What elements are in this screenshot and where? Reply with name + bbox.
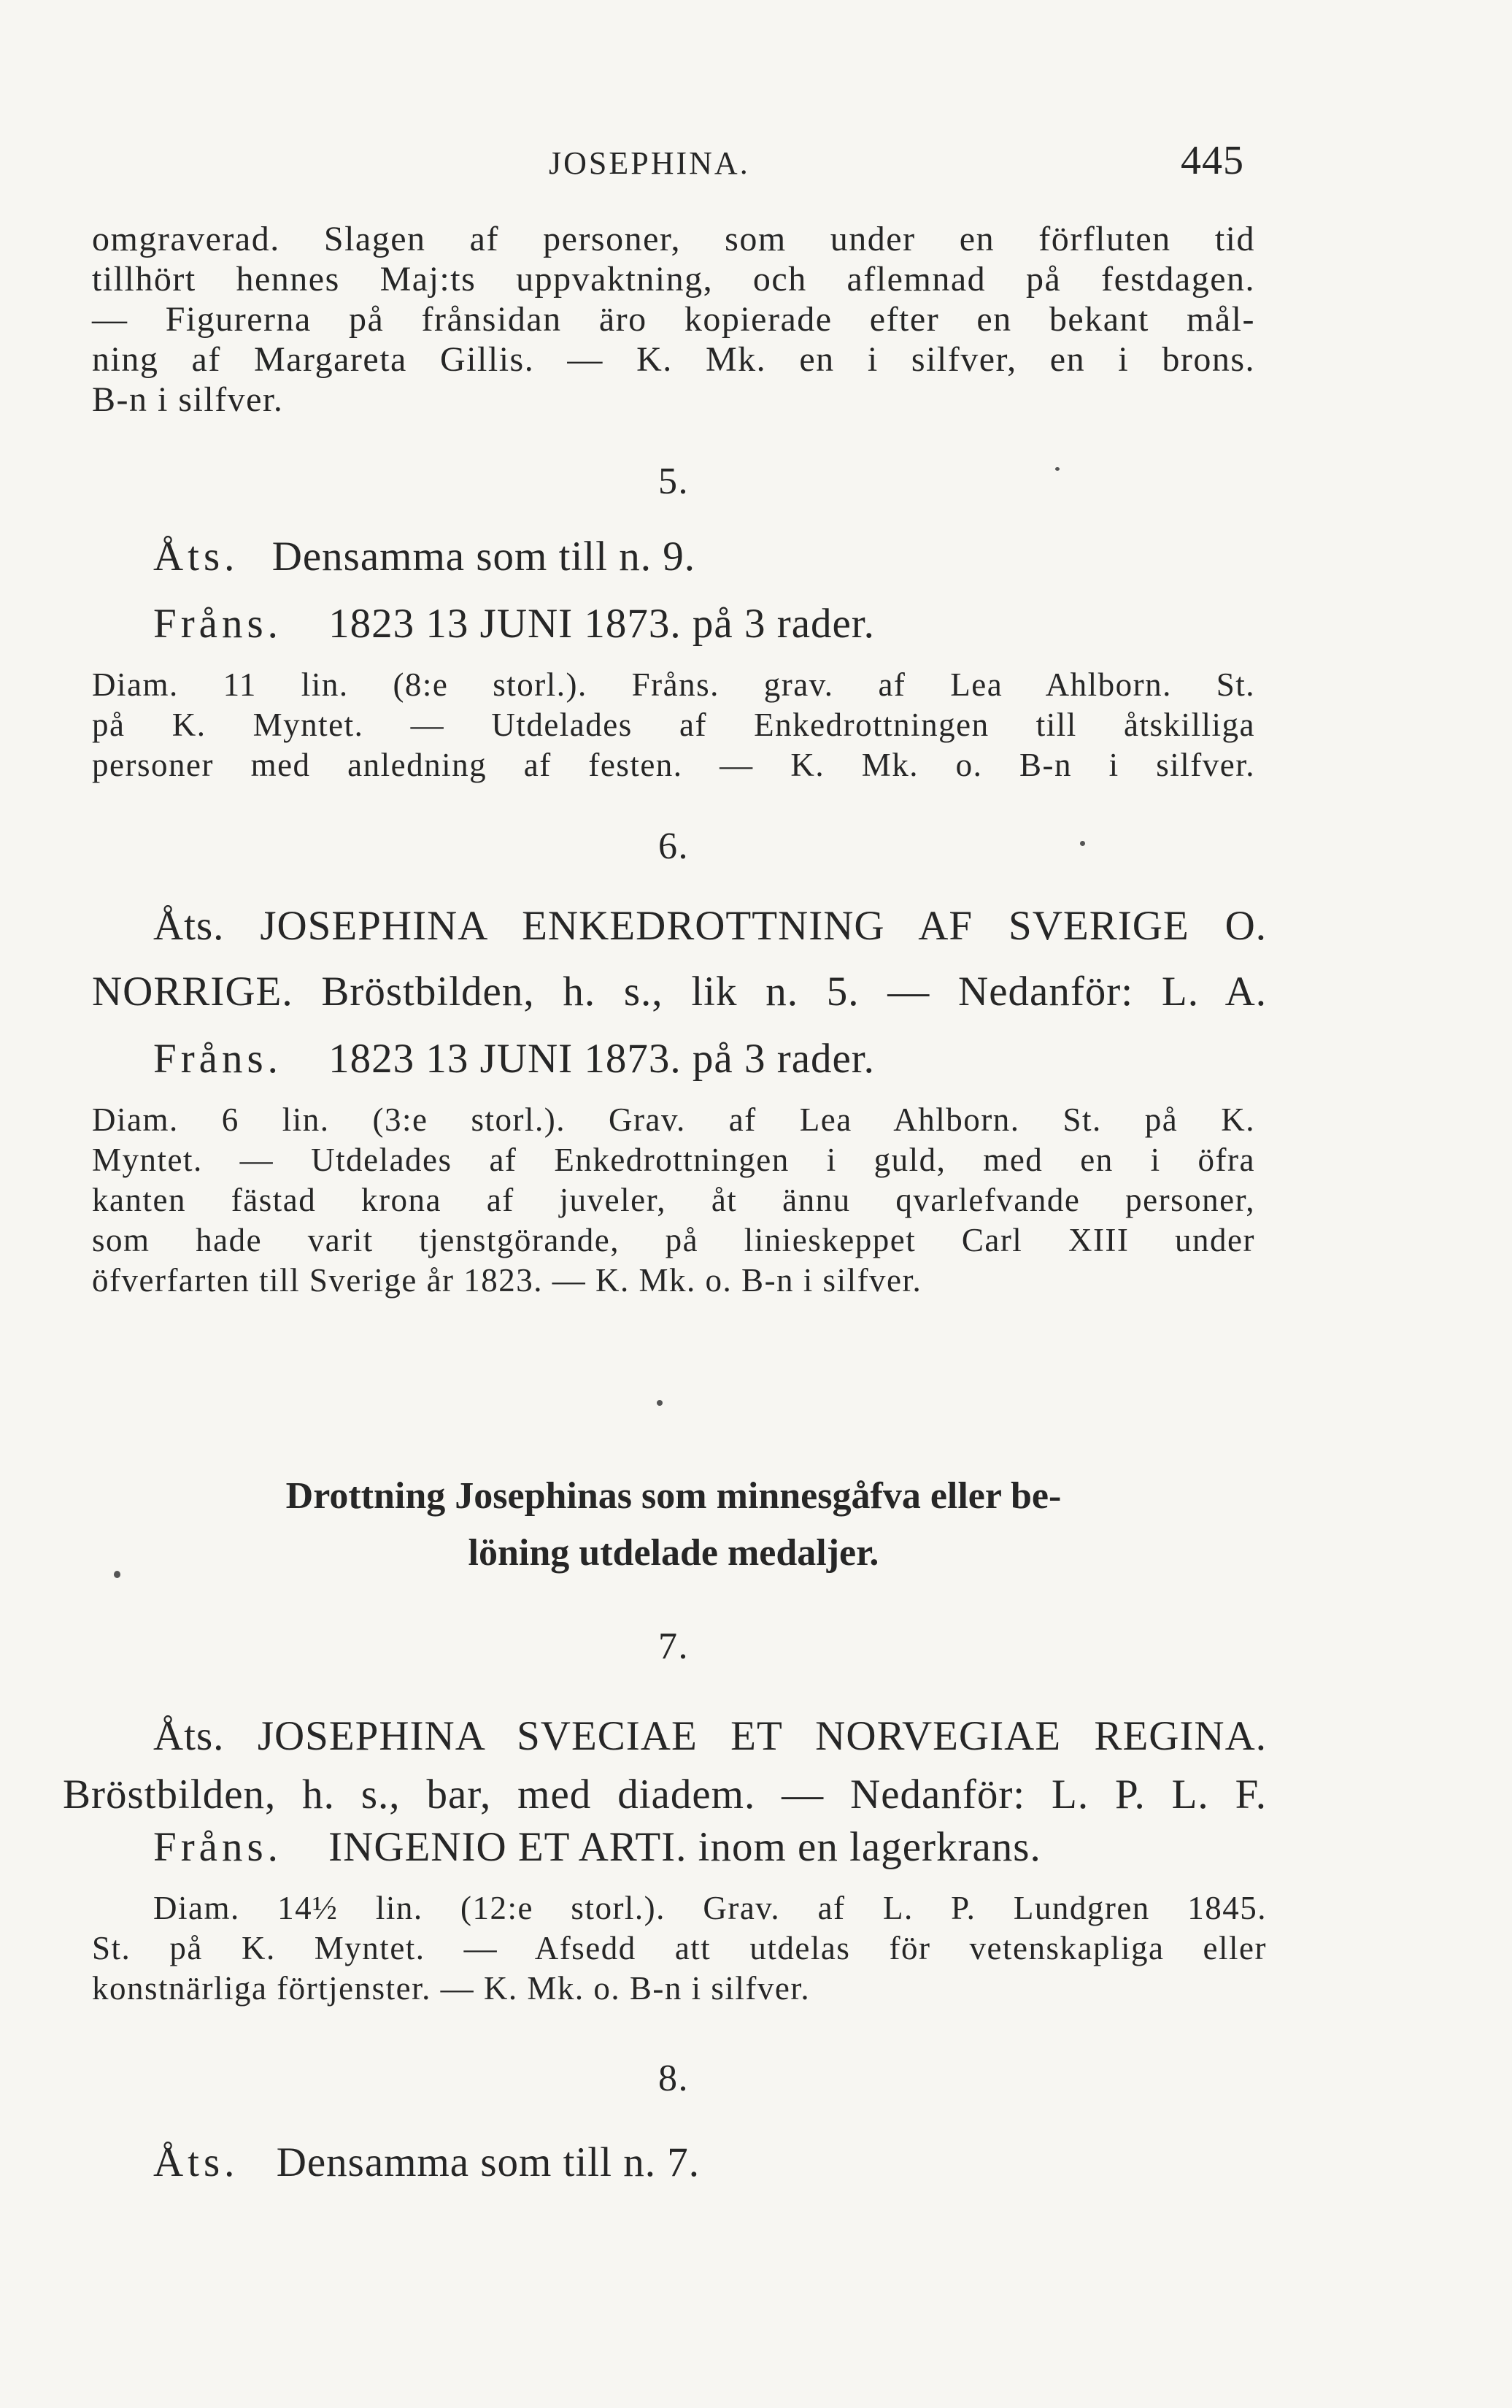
description-line: Diam. 6 lin. (3:e storl.). Grav. af Lea Ahlborn. St. på K.: [92, 1101, 1255, 1138]
entry-number: 6.: [658, 826, 689, 867]
obverse-text: Densamma som till n. 7.: [276, 2139, 700, 2185]
obverse-label: Åts.: [153, 2139, 239, 2185]
description-line: Diam. 14½ lin. (12:e storl.). Grav. af L. P. Lundgren 1845.: [153, 1890, 1267, 1926]
description-line: öfverfarten till Sverige år 1823. — K. Mk. o. B-n i silfver.: [92, 1262, 922, 1299]
entry-number: 8.: [658, 2058, 689, 2099]
obverse-line: Åts. JOSEPHINA SVECIAE ET NORVEGIAE REGINA.: [153, 1713, 1267, 1759]
reverse-label: Fråns.: [153, 1036, 282, 1082]
obverse-line: Bröstbilden, h. s., bar, med diadem. — Nedanför: L. P. L. F.: [63, 1772, 1267, 1817]
text-line: tillhört hennes Maj:ts uppvaktning, och aflemnad på festdagen.: [92, 260, 1255, 299]
description-line: Myntet. — Utdelades af Enkedrottningen i guld, med en i öfra: [92, 1142, 1255, 1178]
text-line: B-n i silfver.: [92, 380, 284, 419]
description-line: på K. Myntet. — Utdelades af Enkedrottningen till åtskilliga: [92, 707, 1255, 743]
obverse-text: Densamma som till n. 9.: [271, 534, 695, 580]
heading-line: Drottning Josephinas som minnesgåfva eller be-: [285, 1475, 1062, 1517]
reverse-label: Fråns.: [153, 1824, 282, 1870]
text-line: — Figurerna på frånsidan äro kopierade efter en bekant mål-: [92, 300, 1255, 339]
description-line: kanten fästad krona af juveler, åt ännu qvarlefvande personer,: [92, 1182, 1255, 1218]
reverse-line: [153, 600, 875, 647]
description-line: som hade varit tjenstgörande, på linieskeppet Carl XIII under: [92, 1222, 1255, 1258]
description-line: personer med anledning af festen. — K. Mk. o. B-n i silfver.: [92, 747, 1255, 783]
obverse-line: [153, 533, 695, 580]
text-line: omgraverad. Slagen af personer, som under en förfluten tid: [92, 220, 1255, 258]
entry-number: 7.: [658, 1626, 689, 1667]
reverse-text: 1823 13 JUNI 1873. på 3 rader.: [328, 601, 875, 647]
scan-speck: [1080, 841, 1085, 846]
running-title: JOSEPHINA.: [549, 145, 750, 181]
scan-speck: [657, 1400, 663, 1406]
scan-speck: [114, 1571, 120, 1578]
obverse-line: Åts. JOSEPHINA ENKEDROTTNING AF SVERIGE O.: [153, 903, 1267, 949]
heading-line: löning utdelade medaljer.: [468, 1532, 879, 1574]
description-line: konstnärliga förtjenster. — K. Mk. o. B-n i silfver.: [92, 1970, 811, 2007]
scan-speck: [1055, 467, 1060, 471]
entry-number: 5.: [658, 461, 689, 502]
reverse-text: 1823 13 JUNI 1873. på 3 rader.: [328, 1036, 875, 1082]
obverse-line: NORRIGE. Bröstbilden, h. s., lik n. 5. — Nedanför: L. A.: [92, 969, 1267, 1015]
description-line: Diam. 11 lin. (8:e storl.). Fråns. grav. af Lea Ahlborn. St.: [92, 666, 1255, 703]
obverse-label: Åts.: [153, 534, 239, 580]
obverse-line: [153, 2139, 700, 2186]
description-line: St. på K. Myntet. — Afsedd att utdelas för vetenskapliga eller: [92, 1930, 1267, 1966]
text-line: ning af Margareta Gillis. — K. Mk. en i silfver, en i brons.: [92, 340, 1255, 379]
reverse-text: INGENIO ET ARTI. inom en lagerkrans.: [328, 1824, 1041, 1870]
reverse-line: [153, 1823, 1041, 1871]
reverse-line: [153, 1035, 875, 1082]
page-number: 445: [1181, 138, 1244, 183]
reverse-label: Fråns.: [153, 601, 282, 647]
